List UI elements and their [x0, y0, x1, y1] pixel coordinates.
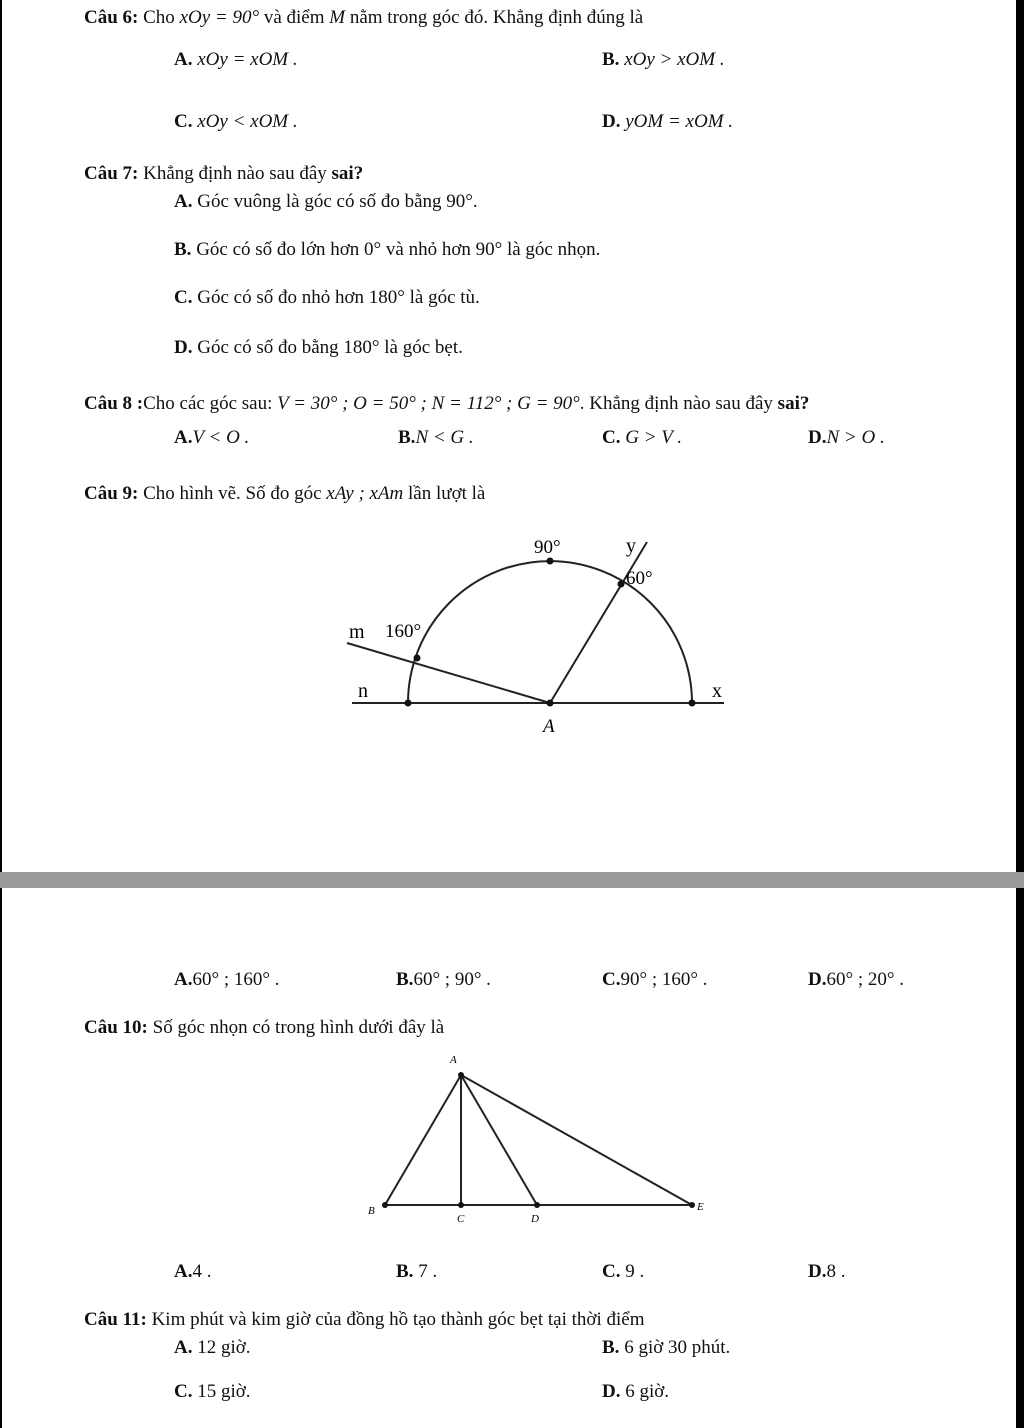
q7-stem: Câu 7: Khẳng định nào sau đây sai?: [84, 163, 364, 184]
q11-stem: Câu 11: Kim phút và kim giờ của đồng hồ tạo thành góc bẹt tại thời điểm: [84, 1309, 645, 1330]
q7-option-c[interactable]: C. Góc có số đo nhỏ hơn 180° là góc tù.: [174, 287, 480, 308]
q9-label: Câu 9:: [84, 483, 139, 504]
q7-option-b[interactable]: B. Góc có số đo lớn hơn 0° và nhỏ hơn 90° là góc nhọn.: [174, 239, 601, 260]
q6-option-a[interactable]: A. xOy = xOM .: [174, 49, 298, 70]
label-c: C: [457, 1213, 465, 1225]
q6-option-d[interactable]: D. yOM = xOM .: [602, 111, 734, 132]
label-x: x: [712, 680, 722, 702]
point-160-dot: [414, 655, 421, 662]
point-a-dot: [547, 700, 554, 707]
q8-stem: Câu 8 :Cho các góc sau: V = 30° ; O = 50° ; N = 112° ; G = 90°. Khẳng định nào sau đây sai?: [84, 393, 810, 414]
q8-option-b[interactable]: B.N < G .: [398, 427, 474, 448]
q11-option-d[interactable]: D. 6 giờ.: [602, 1381, 670, 1402]
point-60-dot: [618, 581, 625, 588]
label-m: m: [349, 621, 365, 643]
q6-label: Câu 6:: [84, 7, 139, 28]
q10-option-b[interactable]: B. 7 .: [396, 1261, 438, 1282]
q8-label: Câu 8 :: [84, 393, 144, 414]
q7-option-d[interactable]: D. Góc có số đo bằng 180° là góc bẹt.: [174, 337, 463, 358]
q10-option-d[interactable]: D.8 .: [808, 1261, 846, 1282]
page-1: [2, 0, 1016, 872]
q11-label: Câu 11:: [84, 1309, 147, 1330]
q9-option-b[interactable]: B.60° ; 90° .: [396, 969, 491, 990]
point-x-dot: [689, 700, 696, 707]
label-a: A: [450, 1054, 457, 1066]
point-b-dot: [382, 1202, 388, 1208]
label-n: n: [358, 680, 368, 702]
q9-stem: Câu 9: Cho hình vẽ. Số đo góc xAy ; xAm lần lượt là: [84, 483, 486, 504]
q10-triangle-figure: [2, 888, 1016, 1428]
label-a: A: [543, 716, 555, 737]
label-e: E: [697, 1201, 704, 1213]
page-2: [2, 888, 1016, 1428]
q9-option-d[interactable]: D.60° ; 20° .: [808, 969, 904, 990]
ray-am: [347, 643, 550, 703]
q7-label: Câu 7:: [84, 163, 139, 184]
q11-option-c[interactable]: C. 15 giờ.: [174, 1381, 251, 1402]
q8-option-d[interactable]: D.N > O .: [808, 427, 885, 448]
segment-ad: [461, 1075, 537, 1205]
segment-ab: [385, 1075, 461, 1205]
q7-option-a[interactable]: A. Góc vuông là góc có số đo bằng 90°.: [174, 191, 478, 212]
segment-ae: [461, 1075, 692, 1205]
q8-option-c[interactable]: C. G > V .: [602, 427, 683, 448]
q6-option-b[interactable]: B. xOy > xOM .: [602, 49, 725, 70]
q11-option-b[interactable]: B. 6 giờ 30 phút.: [602, 1337, 731, 1358]
q10-option-a[interactable]: A.4 .: [174, 1261, 212, 1282]
q6-stem: Câu 6: Cho xOy = 90° và điểm M nằm trong góc đó. Khẳng định đúng là: [84, 7, 644, 28]
q10-label: Câu 10:: [84, 1017, 148, 1038]
q6-option-c[interactable]: C. xOy < xOM .: [174, 111, 298, 132]
label-d: D: [531, 1213, 539, 1225]
point-e-dot: [689, 1202, 695, 1208]
label-y: y: [626, 535, 636, 557]
q11-option-a[interactable]: A. 12 giờ.: [174, 1337, 251, 1358]
q10-stem: Câu 10: Số góc nhọn có trong hình dưới đây là: [84, 1017, 445, 1038]
point-n-dot: [405, 700, 412, 707]
point-a-dot: [458, 1072, 464, 1078]
label-60: 60°: [626, 568, 653, 589]
q9-option-a[interactable]: A.60° ; 160° .: [174, 969, 280, 990]
point-c-dot: [458, 1202, 464, 1208]
label-b: B: [368, 1205, 375, 1217]
q9-protractor-figure: [2, 0, 1016, 872]
label-90: 90°: [534, 537, 561, 558]
q8-option-a[interactable]: A.V < O .: [174, 427, 250, 448]
page-separator: [0, 872, 1024, 888]
ray-ay: [550, 542, 647, 703]
point-90-dot: [547, 558, 554, 565]
q10-option-c[interactable]: C. 9 .: [602, 1261, 645, 1282]
q9-option-c[interactable]: C.90° ; 160° .: [602, 969, 708, 990]
label-160: 160°: [385, 621, 422, 642]
point-d-dot: [534, 1202, 540, 1208]
